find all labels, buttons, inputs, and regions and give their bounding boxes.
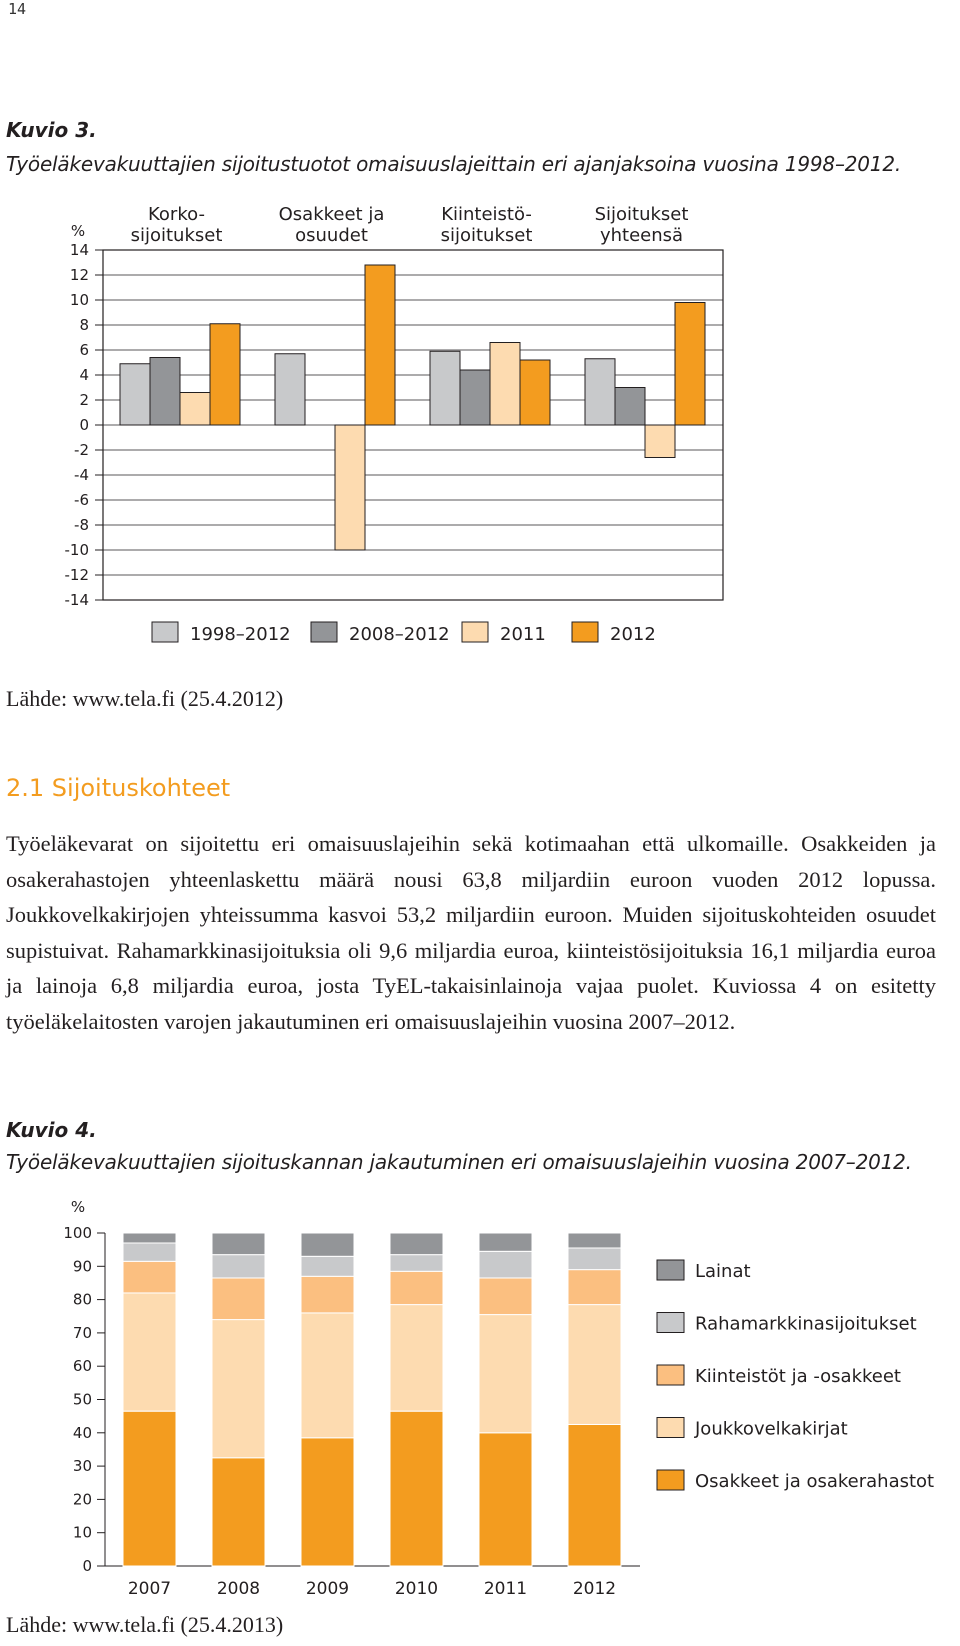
stacked-bar-segment [301,1276,354,1313]
legend-swatch [572,622,598,642]
legend-swatch [311,622,337,642]
y-tick-label: 30 [72,1457,92,1476]
y-tick-label: 50 [72,1390,92,1409]
y-axis-unit: % [70,222,86,240]
x-tick-label: 2010 [394,1579,439,1599]
x-tick-label: 2007 [127,1579,172,1599]
legend-label: 2012 [610,624,656,645]
y-tick-label: 20 [72,1490,92,1509]
section-heading: 2.1 Sijoituskohteet [6,774,231,802]
legend-swatch [152,622,178,642]
stacked-bar-segment [123,1243,176,1261]
y-tick-label: 80 [72,1290,92,1309]
bar [675,303,705,426]
stacked-bar-segment [212,1278,265,1320]
y-tick-label: 4 [79,366,89,384]
legend-swatch [462,622,488,642]
page-number: 14 [8,0,27,18]
legend-label: Lainat [695,1261,751,1282]
bar [365,265,395,425]
y-tick-label: -2 [74,441,89,459]
stacked-bar-segment [212,1255,265,1278]
bar [180,393,210,426]
figure3-source: Lähde: www.tela.fi (25.4.2012) [6,686,284,711]
stacked-bar-segment [568,1233,621,1248]
stacked-bar-segment [212,1320,265,1458]
figure4-stacked-bar-chart [0,1190,960,1608]
y-tick-label: 60 [72,1357,92,1376]
stacked-bar-segment [568,1248,621,1270]
stacked-bar-segment [301,1438,354,1566]
bar [585,359,615,425]
y-tick-label: 0 [82,1557,92,1575]
stacked-bar-segment [123,1261,176,1293]
figure3-bar-chart [0,200,960,660]
bar [460,370,490,425]
stacked-bar-segment [123,1293,176,1411]
stacked-bar-segment [123,1411,176,1566]
category-label: Kiinteistö-sijoitukset [440,204,533,246]
category-label: Osakkeet ja osuudet [278,204,385,246]
y-tick-label: 70 [72,1323,92,1342]
stacked-bar-segment [479,1251,532,1278]
bar [335,425,365,550]
figure3-caption: Työeläkevakuuttajien sijoitustuotot omaisuuslajeittain eri ajanjaksoina vuosina 1998–2012. [6,152,901,176]
legend-swatch [657,1470,684,1490]
stacked-bar-segment [479,1278,532,1315]
x-tick-label: 2012 [572,1579,617,1599]
stacked-bar-segment [301,1313,354,1438]
y-tick-label: 12 [69,266,89,284]
stacked-bar-segment [123,1233,176,1243]
legend-label: Rahamarkkinasijoitukset [695,1313,917,1335]
legend-label: 1998–2012 [190,624,291,645]
stacked-bar-segment [390,1233,443,1255]
y-tick-label: 14 [69,241,89,259]
stacked-bar-segment [479,1315,532,1433]
legend-swatch [657,1418,684,1438]
y-tick-label: 10 [69,291,89,309]
bar [490,343,520,426]
stacked-bar-segment [390,1411,443,1566]
legend-label: 2008–2012 [349,624,450,645]
y-tick-label: 0 [79,416,89,434]
stacked-bar-segment [568,1424,621,1566]
category-label: Sijoitukset yhteensä [594,204,689,246]
legend-label: Kiinteistöt ja -osakkeet [695,1366,901,1387]
legend-swatch [657,1313,684,1333]
bar [210,324,240,425]
stacked-bar-segment [212,1233,265,1255]
bar [615,388,645,426]
bar [150,358,180,426]
x-tick-label: 2011 [483,1579,528,1599]
y-tick-label: 8 [79,316,89,334]
x-tick-label: 2008 [216,1579,261,1599]
bar [275,354,305,425]
stacked-bar-segment [568,1305,621,1425]
figure4-caption: Työeläkevakuuttajien sijoituskannan jakautuminen eri omaisuuslajeihin vuosina 2007–2012. [6,1150,912,1174]
bar [520,360,550,425]
y-tick-label: 40 [72,1423,92,1442]
y-axis-unit: % [70,1198,86,1216]
x-tick-label: 2009 [305,1579,350,1599]
stacked-bar-segment [301,1233,354,1256]
y-tick-label: 100 [63,1224,92,1242]
y-tick-label: -8 [74,516,89,534]
figure4-source: Lähde: www.tela.fi (25.4.2013) [6,1612,284,1637]
stacked-bar-segment [212,1458,265,1566]
y-tick-label: 6 [79,341,89,359]
stacked-bar-segment [479,1433,532,1566]
y-tick-label: -4 [74,466,89,484]
category-label: Korko-sijoitukset [130,204,223,246]
legend-label: Joukkovelkakirjat [695,1418,848,1440]
y-tick-label: -6 [74,491,89,509]
stacked-bar-segment [479,1233,532,1251]
figure4-label: Kuvio 4. [6,1118,97,1142]
figure3-label: Kuvio 3. [6,118,97,142]
stacked-bar-segment [390,1271,443,1304]
bar [120,364,150,425]
legend-swatch [657,1260,684,1280]
stacked-bar-segment [390,1255,443,1272]
legend-label: Osakkeet ja osakerahastot [695,1471,935,1492]
stacked-bar-segment [390,1305,443,1412]
y-tick-label: 2 [79,391,89,409]
y-tick-label: 90 [72,1257,92,1276]
stacked-bar-segment [301,1256,354,1276]
stacked-bar-segment [568,1270,621,1305]
bar [645,425,675,458]
y-tick-label: -10 [64,541,89,559]
y-tick-label: 10 [72,1523,92,1542]
y-tick-label: -12 [64,566,89,584]
section-paragraph: Työeläkevarat on sijoitettu eri omaisuuslajeihin sekä kotimaahan että ulkomaille. Osakkeiden ja osakerahastojen yhteenlaskettu määrä nousi 63,8 miljardiin euroon vuoden 2012 lopussa. Joukkovelkakirjojen yhteissumma kasvoi 53,2 miljardiin euroon. Muiden sijoituskohteiden osuudet supistuivat. Rahamarkkinasijoituksia oli 9,6 miljardia euroa, kiinteistösijoituksia 16,1 miljardia euroa ja lainoja 6,8 miljardia euroa, josta TyEL-takaisinlainoja vajaa puolet. Kuviossa 4 on esitetty työeläkelaitosten varojen jakautuminen eri omaisuuslajeihin vuosina 2007–2012. [6,831,936,1034]
legend-swatch [657,1365,684,1385]
legend-label: 2011 [500,624,546,645]
bar [430,351,460,425]
y-tick-label: -14 [64,591,89,609]
